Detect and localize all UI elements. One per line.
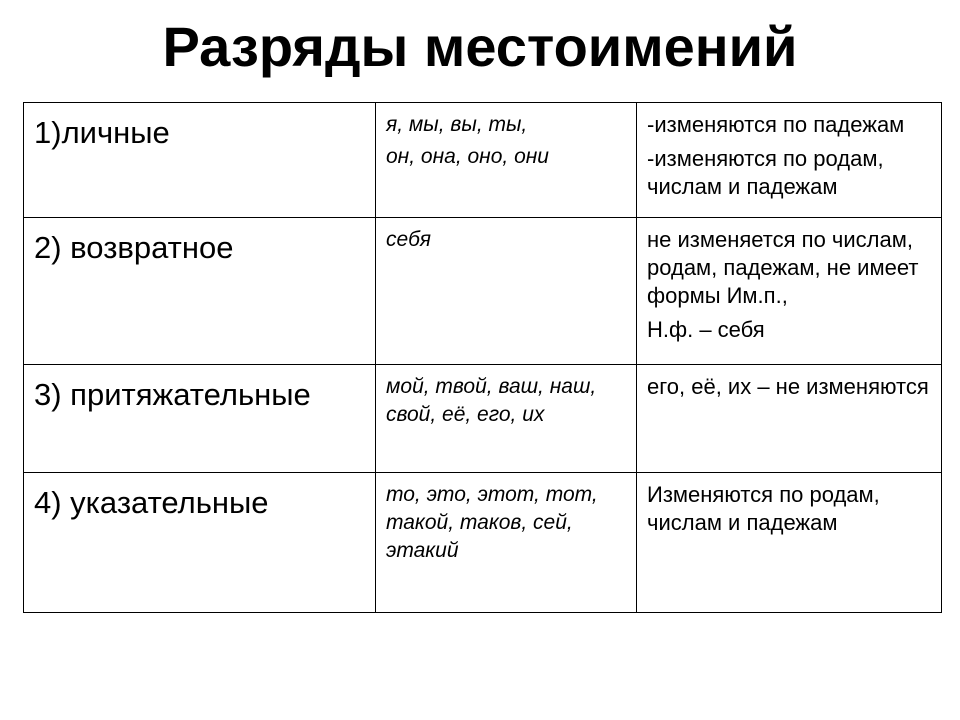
examples-cell	[376, 473, 637, 613]
example-line: он, она, оно, они	[386, 145, 549, 168]
description-cell	[637, 218, 942, 365]
examples-cell	[376, 103, 637, 218]
example-line: то, это, этот, тот, такой, таков, сей, этакий	[386, 483, 598, 562]
pronoun-categories-table	[23, 102, 942, 613]
description-cell	[637, 365, 942, 473]
description-text: не изменяется по числам, родам, падежам, не имеет формы Им.п.,	[647, 227, 919, 308]
category-name: 4) указательные	[34, 485, 269, 520]
page-title: Разряды местоимений	[162, 15, 798, 78]
description-text: Изменяются по родам, числам и падежам	[647, 482, 880, 535]
table-row	[24, 365, 942, 473]
description-text: -изменяются по родам, числам и падежам	[647, 146, 884, 199]
category-name: 3) притяжательные	[34, 377, 311, 412]
description-text: Н.ф. – себя	[647, 317, 765, 342]
description-text: -изменяются по падежам	[647, 112, 905, 137]
category-name-cell	[24, 103, 376, 218]
description-cell	[637, 103, 942, 218]
table-row	[24, 103, 942, 218]
description-text: его, её, их – не изменяются	[647, 374, 929, 399]
category-name-cell	[24, 365, 376, 473]
examples-cell	[376, 365, 637, 473]
category-name-cell	[24, 218, 376, 365]
category-name: 2) возвратное	[34, 230, 234, 265]
table-row	[24, 218, 942, 365]
examples-cell	[376, 218, 637, 365]
table-row	[24, 473, 942, 613]
example-line: себя	[386, 228, 431, 251]
category-name-cell	[24, 473, 376, 613]
example-line: я, мы, вы, ты,	[386, 113, 528, 136]
category-name: 1)личные	[34, 115, 170, 150]
example-line: мой, твой, ваш, наш, свой, её, его, их	[386, 375, 597, 426]
description-cell	[637, 473, 942, 613]
